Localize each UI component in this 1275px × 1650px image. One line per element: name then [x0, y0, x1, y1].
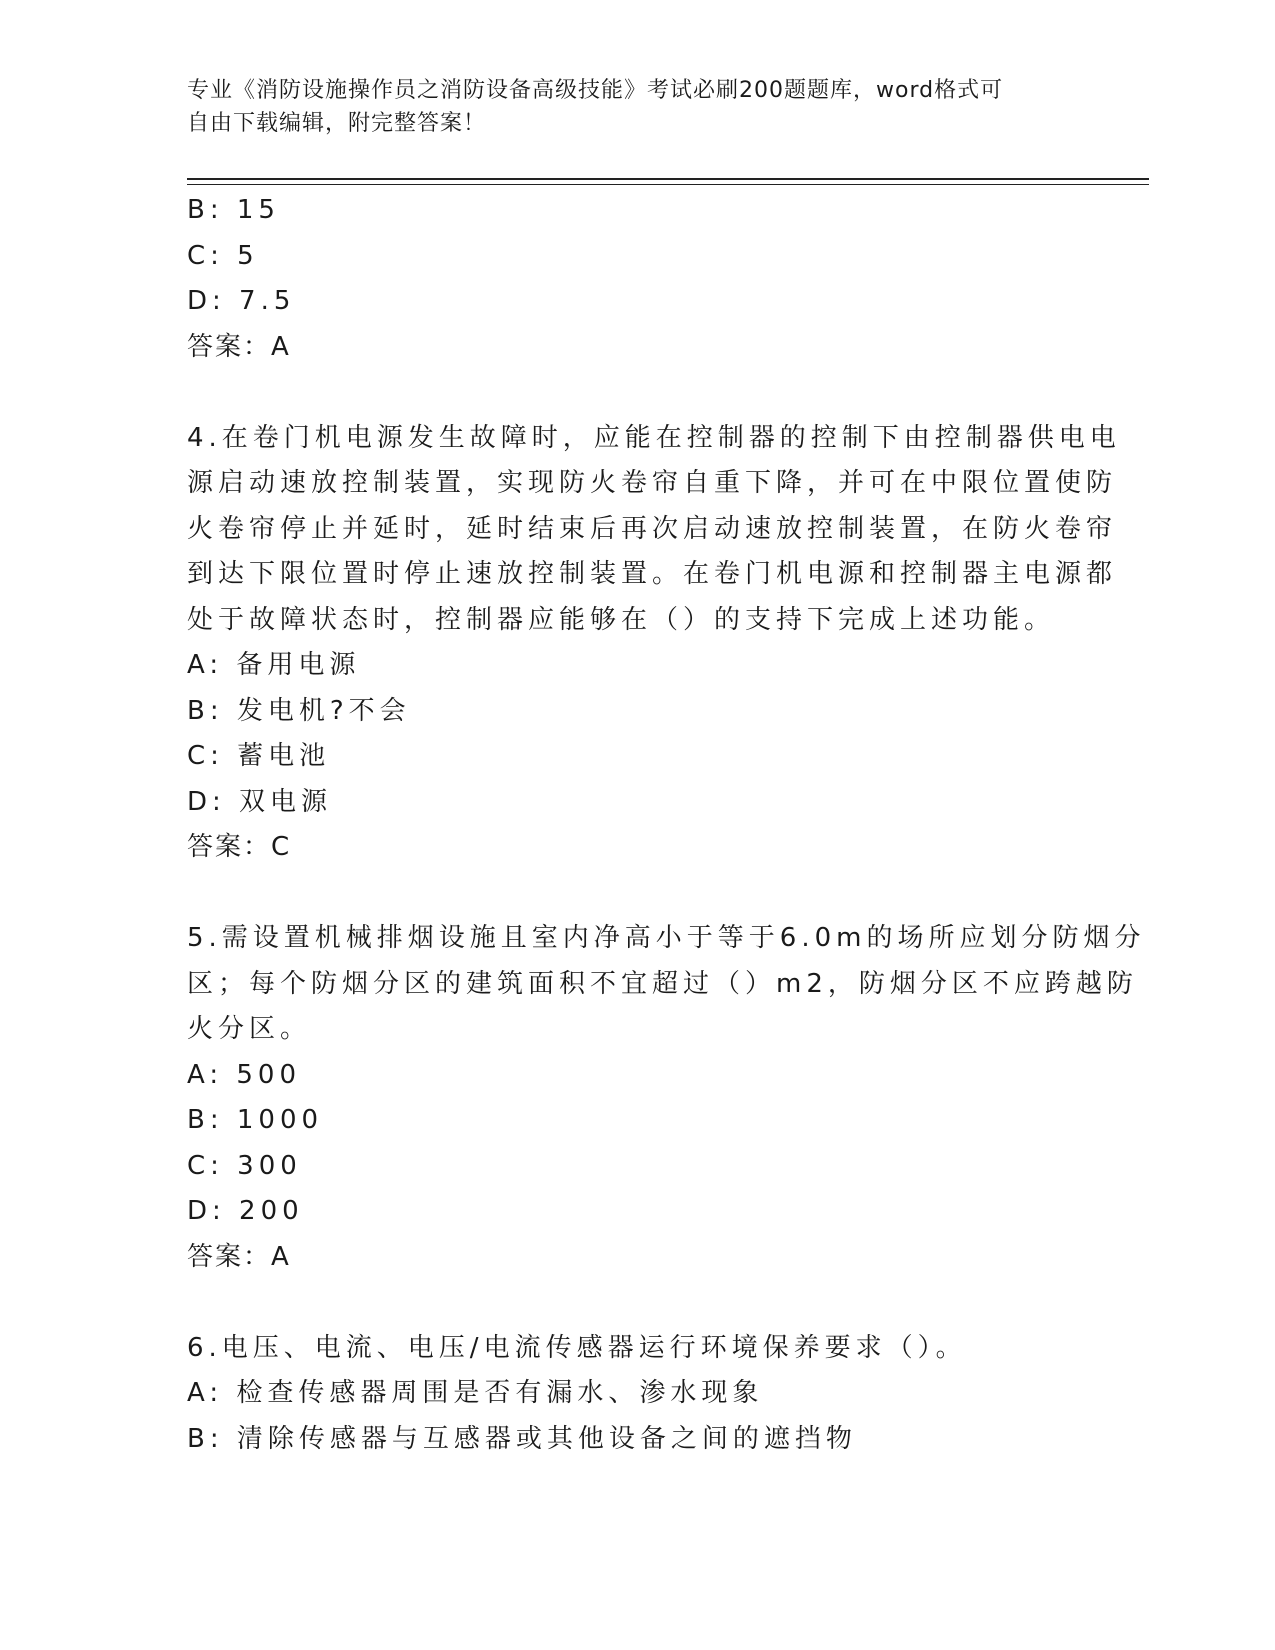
- spacer: [187, 370, 1087, 416]
- option-c: C: 300: [187, 1150, 302, 1181]
- question-stem-line: 火卷帘停止并延时，延时结束后再次启动速放控制装置，在防火卷帘: [187, 513, 1118, 544]
- answer-label: 答案：A: [187, 331, 291, 362]
- option-a: A: 检查传感器周围是否有漏水、渗水现象: [187, 1378, 764, 1408]
- option-c: C: 5: [187, 240, 259, 271]
- question-stem-line: 到达下限位置时停止速放控制装置。在卷门机电源和控制器主电源都: [187, 559, 1118, 589]
- question-6: [187, 1326, 1087, 1463]
- question-stem-line: 6.电压、电流、电压/电流传感器运行环境保养要求（）。: [187, 1332, 967, 1363]
- header-line-2: 自由下载编辑，附完整答案！: [187, 111, 487, 136]
- answer-label: 答案：C: [187, 832, 292, 862]
- answer-label: 答案：A: [187, 1241, 291, 1272]
- question-stem-line: 区；每个防烟分区的建筑面积不宜超过（）m2，防烟分区不应跨越防: [187, 968, 1138, 999]
- option-b: B: 15: [187, 195, 280, 225]
- spacer: [187, 1280, 1087, 1326]
- question-4: [187, 416, 1121, 871]
- option-d: D: 200: [187, 1196, 304, 1226]
- header-divider-thick: [187, 178, 1149, 180]
- option-a: A: 500: [187, 1059, 301, 1090]
- option-b: B: 1000: [187, 1105, 324, 1135]
- question-3-partial: [187, 188, 1087, 370]
- header-divider-thin: [187, 184, 1149, 185]
- question-5: [187, 916, 1146, 1280]
- question-list: [187, 188, 1146, 1462]
- option-d: D: 双电源: [187, 786, 333, 817]
- option-b: B: 发电机?不会: [187, 695, 411, 726]
- question-stem-line: 5.需设置机械排烟设施且室内净高小于等于6.0m的场所应划分防烟分: [187, 923, 1146, 953]
- header-line-1: 专业《消防设施操作员之消防设备高级技能》考试必刷200题题库，word格式可: [187, 78, 1004, 103]
- question-stem-line: 源启动速放控制装置，实现防火卷帘自重下降，并可在中限位置使防: [187, 468, 1118, 498]
- option-b: B: 清除传感器与互感器或其他设备之间的遮挡物: [187, 1423, 857, 1454]
- option-d: D: 7.5: [187, 286, 296, 316]
- option-c: C: 蓄电池: [187, 741, 331, 771]
- option-a: A: 备用电源: [187, 650, 361, 680]
- document-header: [187, 74, 1087, 140]
- spacer: [187, 871, 1087, 917]
- question-stem-line: 火分区。: [187, 1014, 312, 1044]
- question-stem-line: 4.在卷门机电源发生故障时，应能在控制器的控制下由控制器供电电: [187, 422, 1121, 453]
- question-stem-line: 处于故障状态时，控制器应能够在（）的支持下完成上述功能。: [187, 604, 1056, 635]
